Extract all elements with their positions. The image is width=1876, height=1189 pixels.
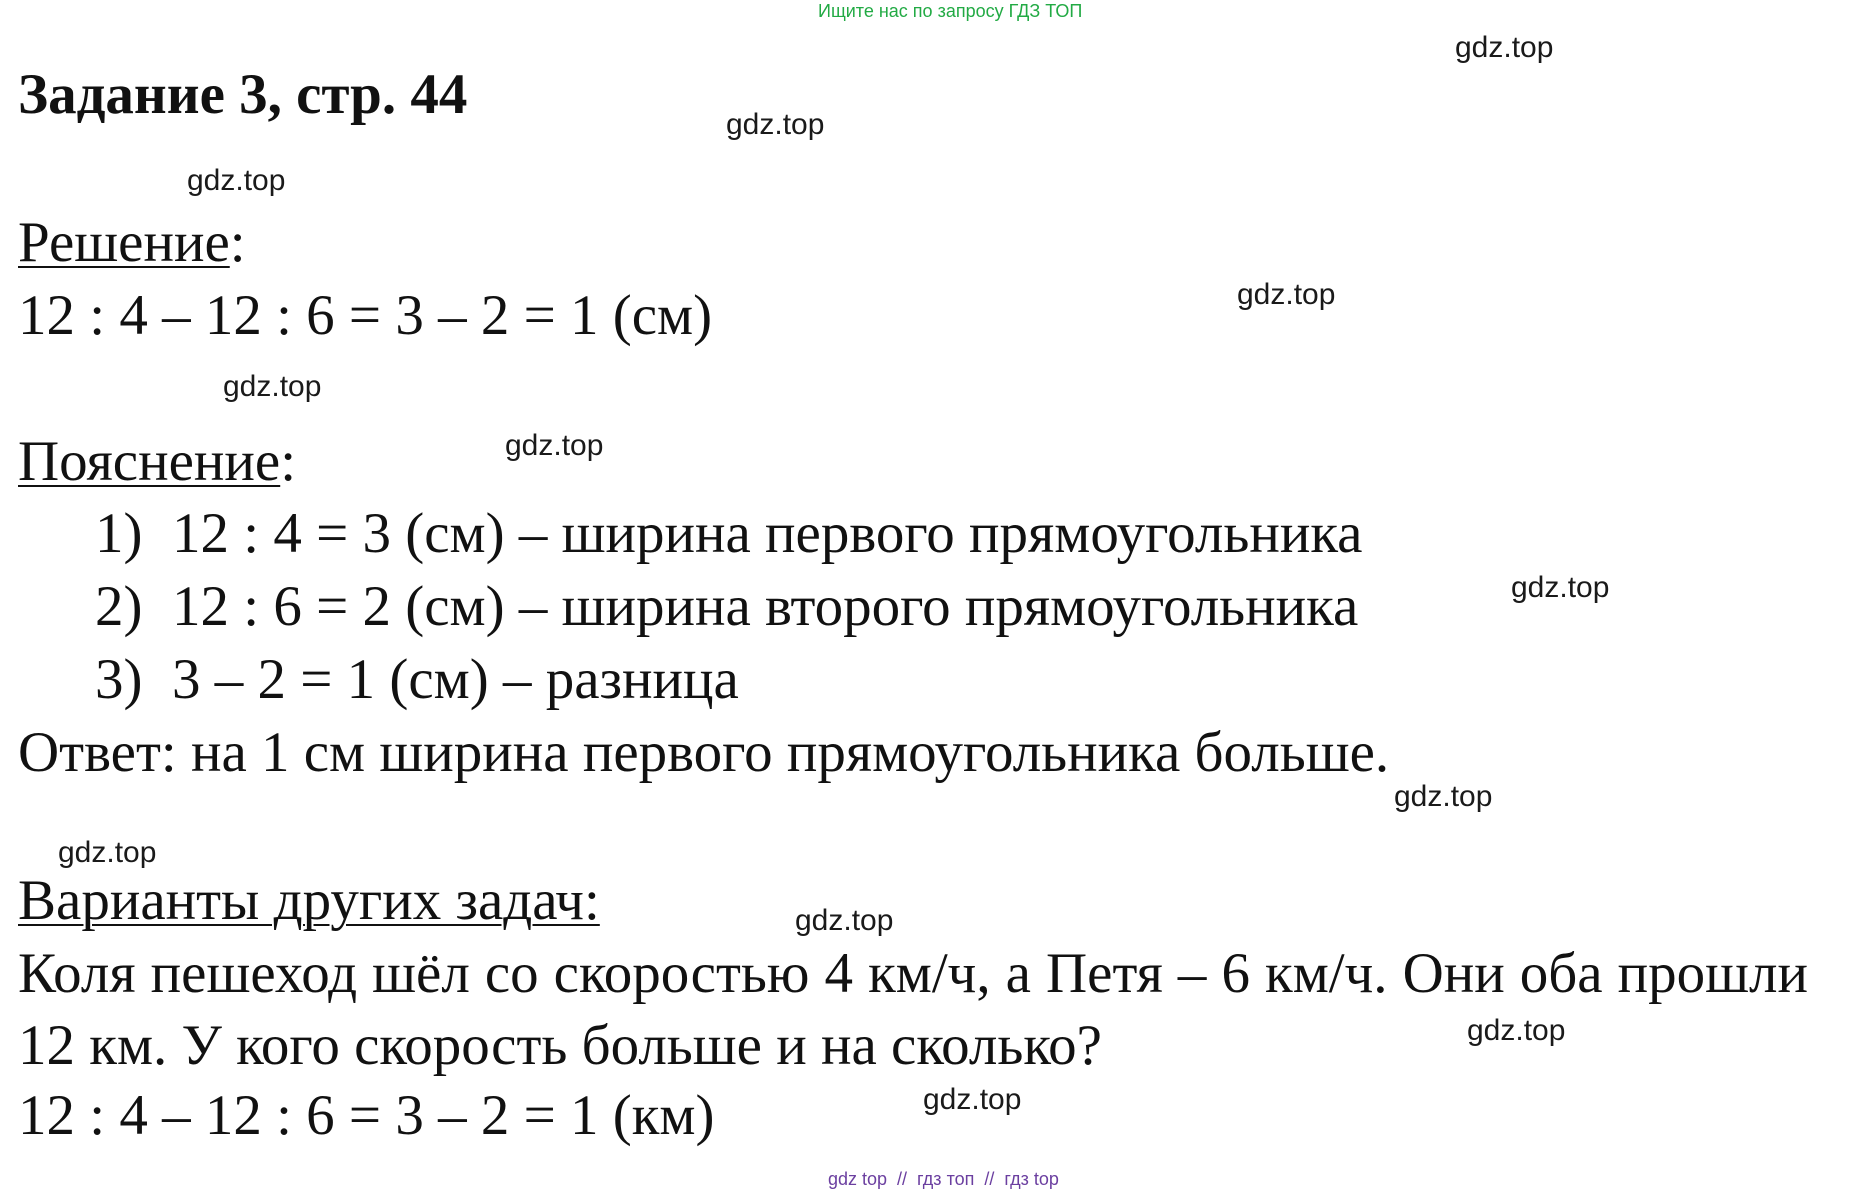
watermark: gdz.top (187, 164, 286, 197)
watermark: gdz.top (1467, 1014, 1566, 1047)
explanation-step (95, 502, 1363, 565)
solution-label: Решение (18, 211, 230, 274)
variants-heading (18, 869, 600, 932)
watermark: gdz.top (923, 1083, 1022, 1116)
watermark: gdz.top (505, 429, 604, 462)
watermark: gdz.top (1394, 780, 1493, 813)
bottom-banner: gdz top // гдз топ // гдз top (828, 1169, 1059, 1189)
step-number: 1) (95, 502, 143, 565)
step-text: 3 – 2 = 1 (см) – разница (172, 648, 739, 711)
watermark: gdz.top (1237, 278, 1336, 311)
step-text: 12 : 6 = 2 (см) – ширина второго прямоугольника (172, 575, 1359, 638)
explanation-colon: : (280, 430, 297, 493)
watermark: gdz.top (1455, 31, 1554, 64)
variant-expression: 12 : 4 – 12 : 6 = 3 – 2 = 1 (км) (18, 1084, 715, 1147)
watermark: gdz.top (58, 836, 157, 869)
explanation-heading (18, 430, 297, 493)
watermark: gdz.top (1511, 571, 1610, 604)
watermark: gdz.top (726, 108, 825, 141)
solution-colon: : (229, 211, 246, 274)
step-text: 12 : 4 = 3 (см) – ширина первого прямоугольника (172, 502, 1363, 565)
answer-line: Ответ: на 1 см ширина первого прямоугольника больше. (18, 721, 1390, 784)
explanation-label: Пояснение (18, 430, 281, 493)
step-number: 3) (95, 648, 143, 711)
step-number: 2) (95, 575, 143, 638)
solution-heading (18, 211, 246, 274)
explanation-step (95, 575, 1359, 638)
variants-label: Варианты других задач: (18, 869, 600, 932)
top-banner: Ищите нас по запросу ГДЗ ТОП (818, 1, 1083, 21)
variant-problem-text: Коля пешеход шёл со скоростью 4 км/ч, а Петя – 6 км/ч. Они оба прошли 12 км. У кого скорость больше и на сколько? (18, 942, 1808, 1077)
watermark: gdz.top (795, 904, 894, 937)
task-title: Задание 3, стр. 44 (18, 63, 468, 126)
explanation-step (95, 648, 739, 711)
solution-expression: 12 : 4 – 12 : 6 = 3 – 2 = 1 (см) (18, 284, 713, 347)
watermark: gdz.top (223, 370, 322, 403)
